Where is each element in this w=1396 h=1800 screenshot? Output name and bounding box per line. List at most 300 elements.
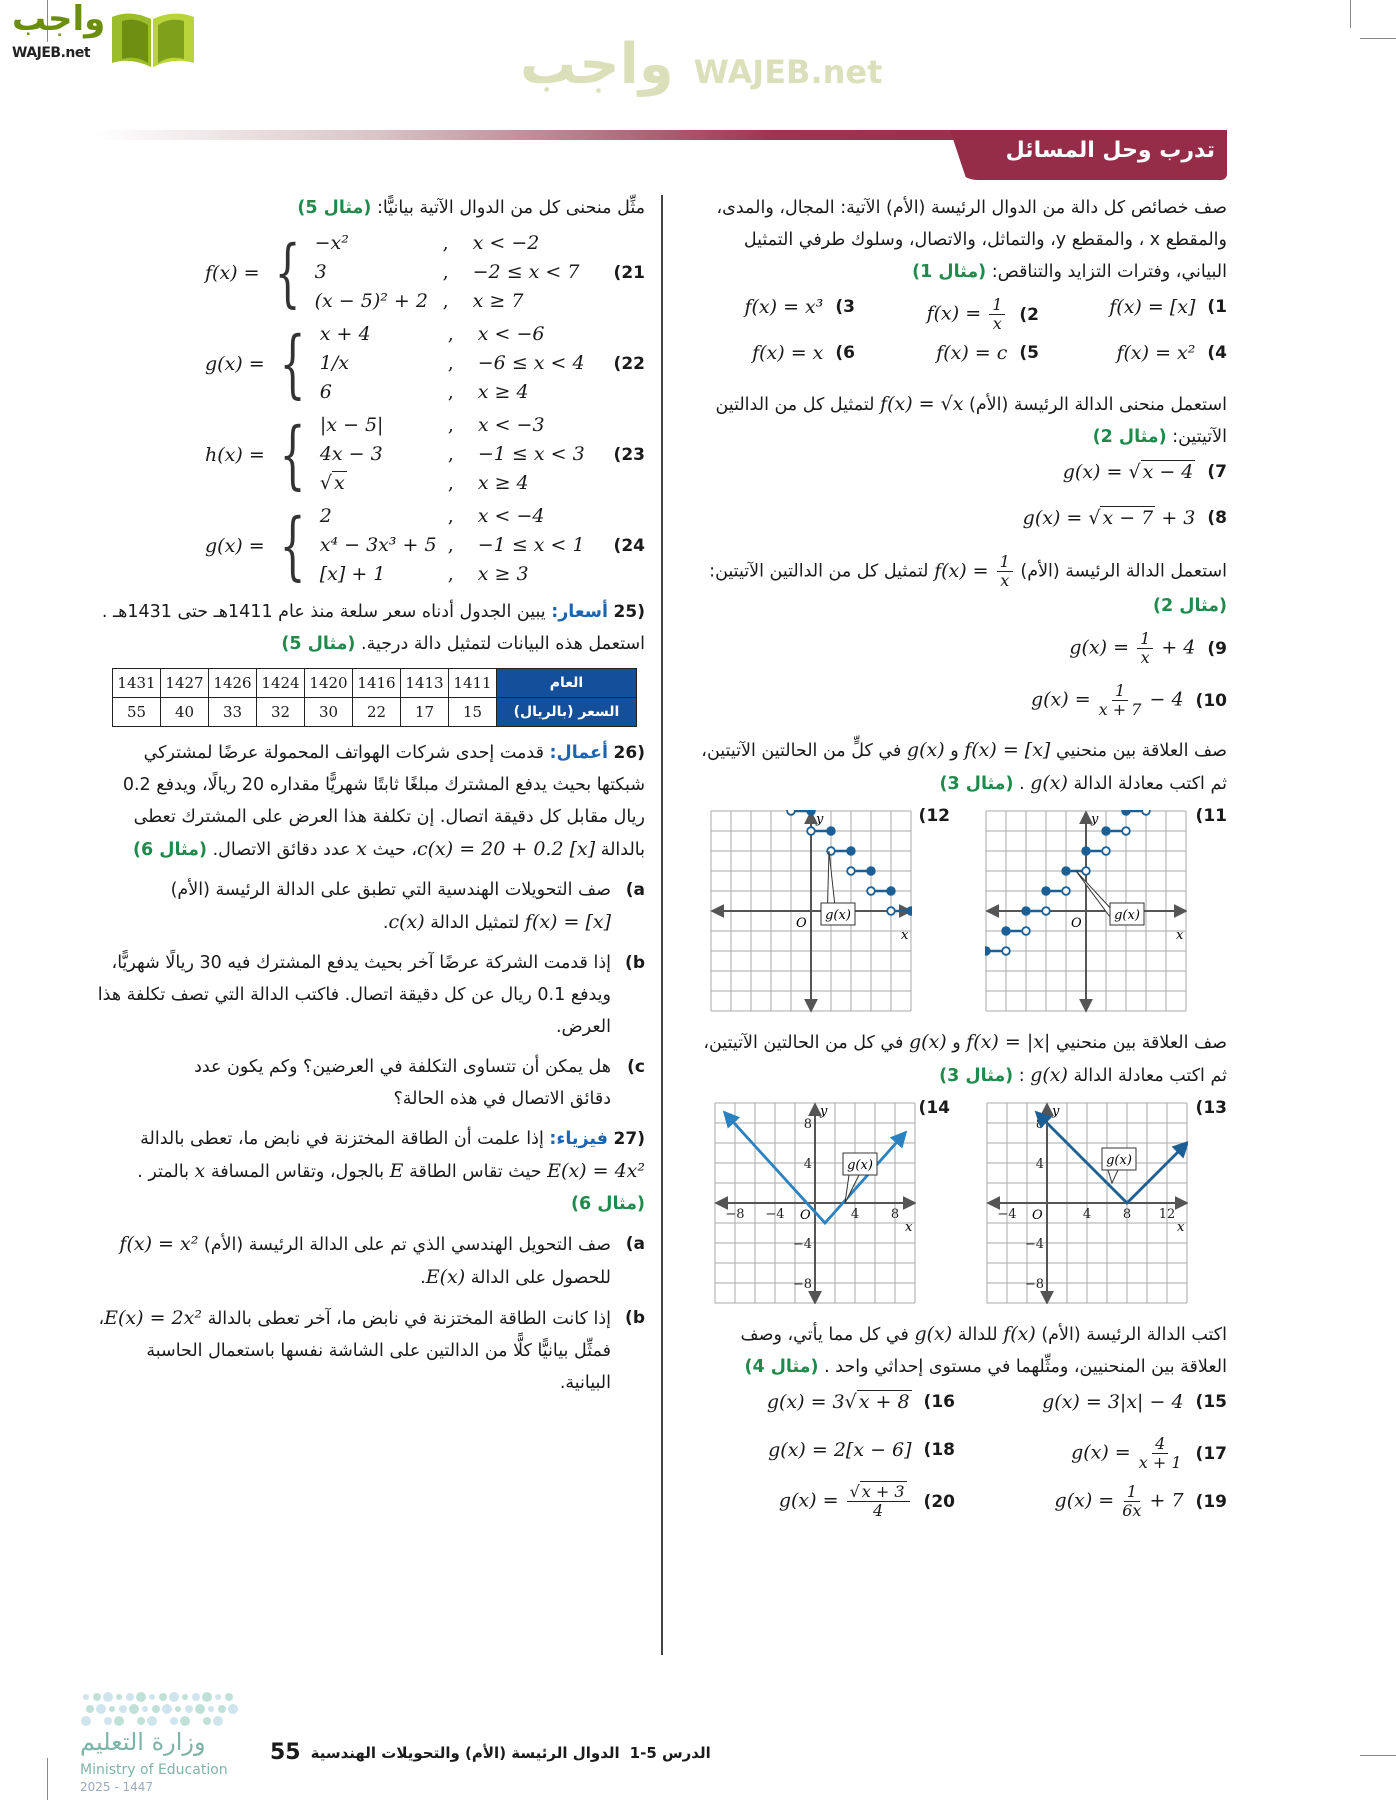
fraction-numerator: 1	[1137, 630, 1153, 649]
problem-row	[690, 507, 1227, 553]
text: .	[420, 1268, 426, 1288]
example-link[interactable]: (مثال 5)	[281, 634, 356, 654]
problem-18	[768, 1439, 955, 1461]
text: و	[950, 741, 959, 761]
function-label: g(x)	[847, 1158, 873, 1173]
y-tick-label: 8	[803, 1117, 812, 1132]
piece-row: 3 , −2 ≤ x < 7	[315, 259, 580, 286]
function-name: g(x) =	[205, 534, 265, 557]
table-cell: 1427	[161, 669, 209, 698]
math-expression: E	[389, 1160, 404, 1182]
crop-mark	[1360, 1755, 1396, 1756]
math-expression: + 4	[1155, 636, 1196, 659]
math-expression: f(x) = x²	[119, 1233, 199, 1255]
x-axis-label: x	[1176, 928, 1184, 943]
brace: {	[279, 502, 306, 589]
text: صف التحويلات الهندسية التي تطبق على الدالة الرئيسة (الأم)	[170, 880, 611, 900]
instruction-paragraph	[690, 1318, 1227, 1383]
problem-row	[690, 461, 1227, 507]
logo-dot	[129, 1704, 139, 1714]
text: للدالة	[957, 1325, 998, 1345]
problem-26a	[95, 874, 645, 939]
problem-number: ( 25	[614, 602, 645, 622]
problem-8: ( 8 g(x) = √ x − 7 + 3	[1023, 507, 1227, 529]
fraction-denominator: 6x	[1122, 1501, 1142, 1520]
problem-27	[95, 1123, 645, 1220]
logo-dot	[225, 1693, 233, 1701]
function-label: g(x)	[825, 908, 851, 923]
closed-point	[907, 907, 912, 915]
table-cell: 30	[305, 698, 353, 727]
example-link[interactable]: (مثال 2)	[1092, 427, 1167, 447]
y-tick-label: −8	[1024, 1277, 1044, 1292]
piece-expression: 4x − 3	[319, 443, 383, 465]
text: لتمثيل الدالة	[430, 913, 520, 933]
logo-dot	[119, 1705, 127, 1713]
math-expression: g(x)	[906, 739, 945, 761]
origin-label: O	[796, 916, 807, 931]
math-expression: E(x) = 4x²	[547, 1160, 645, 1182]
logo-dot	[208, 1706, 214, 1712]
math-expression: f(x) = |x|	[966, 1031, 1051, 1053]
math-expression: g(x)	[914, 1323, 953, 1345]
logo-dot	[136, 1692, 146, 1702]
piecewise-function	[205, 412, 585, 497]
crop-mark	[47, 1758, 48, 1800]
part-letter: ( a	[626, 1228, 645, 1260]
logo-dot	[142, 1706, 148, 1712]
logo-dot	[213, 1716, 223, 1726]
text: في كلٍّ من الحالتين الآتيتين، ثم اكتب معادلة الدالة	[701, 741, 1227, 794]
y-axis-label: y	[816, 812, 824, 827]
math-expression: g(x) =	[1054, 1489, 1121, 1512]
problem-2	[927, 296, 1039, 333]
instruction-paragraph	[690, 553, 1227, 622]
x-tick-label: 8	[1122, 1207, 1132, 1222]
text: .	[382, 913, 389, 933]
closed-point	[1082, 847, 1090, 855]
problem-number: ( 21	[614, 263, 645, 283]
page-footer	[270, 1740, 711, 1765]
text: بالجول، وتقاس المسافة	[210, 1162, 385, 1182]
problem-number: ( 12	[919, 806, 950, 826]
example-link[interactable]: (مثال 3)	[939, 774, 1014, 794]
piece-condition: x < −4	[477, 505, 545, 527]
x-tick-label: 8	[890, 1207, 900, 1222]
problem-row	[690, 630, 1227, 682]
piece-expression: x + 4	[319, 323, 371, 345]
closed-point	[847, 847, 855, 855]
intro-text: صف خصائص كل دالة من الدوال الرئيسة (الأم) الآتية: المجال، والمدى، والمقطع x ، والمقطع y، والتماثل، والاتصال، وسلوك طرفي التمثيل البياني، وفترات التزايد والتناقص:	[716, 198, 1227, 282]
text: استعمل الدالة الرئيسة (الأم)	[1020, 561, 1227, 582]
open-point	[867, 887, 875, 895]
piece-condition: x < −3	[477, 414, 545, 436]
problem-number: ( 4	[1207, 343, 1227, 363]
logo-dot	[114, 1716, 124, 1726]
text: اكتب الدالة الرئيسة (الأم)	[1041, 1325, 1227, 1345]
math-expression: g(x) =	[1022, 507, 1089, 529]
intro-paragraph	[690, 192, 1227, 288]
fraction-numerator: 1	[1112, 682, 1128, 701]
logo-dot	[228, 1704, 238, 1714]
radicand: x − 7	[1102, 507, 1154, 529]
text: صف التحويل الهندسي الذي تم على الدالة الرئيسة (الأم)	[203, 1235, 611, 1255]
piece-row: [x] + 1 , x ≥ 3	[320, 561, 585, 588]
logo-dot	[169, 1692, 179, 1702]
problem-4	[1116, 342, 1227, 364]
piece-expression: |x − 5|	[319, 414, 384, 436]
origin-label: O	[800, 1208, 811, 1223]
text: في كل مما يأتي، وصف العلاقة بين المنحنيين، ومثِّلهما في مستوى إحداثي واحد .	[740, 1325, 1227, 1377]
function-name: h(x) =	[205, 443, 265, 466]
math-expression: g(x) = 3	[766, 1391, 845, 1413]
problem-number: ( 1	[1207, 297, 1227, 317]
text: للحصول على الدالة	[470, 1268, 611, 1288]
example-link[interactable]: (مثال 5)	[297, 198, 372, 218]
closed-point	[1002, 927, 1010, 935]
y-axis-label: y	[1091, 812, 1099, 827]
piece-condition: x < −2	[472, 232, 540, 254]
math-expression: f(x) = x²	[1116, 342, 1196, 364]
text: حيث تقاس الطاقة	[409, 1162, 542, 1182]
piecewise-function	[205, 230, 579, 315]
fraction-denominator: x	[992, 314, 1002, 333]
problem-24	[205, 503, 645, 588]
text: لتمثيل كل من الدالتين الآتيتين:	[709, 561, 929, 582]
problem-number: ( 24	[614, 536, 645, 556]
piece-condition: x < −6	[477, 323, 545, 345]
y-axis-label: y	[820, 1104, 828, 1119]
problem-row	[690, 342, 1227, 388]
logo-dot	[180, 1716, 190, 1726]
piece-expression: 6	[319, 381, 332, 403]
logo-dot	[104, 1717, 112, 1725]
logo-dot	[109, 1706, 115, 1712]
ministry-logo-icon	[80, 1690, 250, 1730]
logo-dot	[182, 1694, 188, 1700]
math-expression: g(x) =	[1069, 636, 1136, 659]
piece-condition: x ≥ 4	[477, 381, 529, 403]
y-tick-label: 4	[1035, 1157, 1044, 1172]
problem-number: ( 5	[1019, 343, 1039, 363]
open-point	[1102, 847, 1110, 855]
logo-dot	[215, 1694, 221, 1700]
logo-dot	[149, 1694, 155, 1700]
y-tick-label: 4	[803, 1157, 812, 1172]
text: إذا قدمت الشركة عرضًا آخر بحيث يدفع المشترك فيه 30 ريالًا شهريًّا، ويدفع 0.1 ريال عن كل دقيقة اتصال. فاكتب الدالة التي تصف تكلفة هذا العرض.	[97, 953, 611, 1037]
piece-row: (x − 5)² + 2 , x ≥ 7	[315, 288, 580, 315]
problem-9	[1069, 630, 1227, 667]
problem-number: ( 27	[614, 1129, 645, 1149]
radicand: x + 8	[858, 1391, 910, 1413]
math-expression: c(x) = 20 + 0.2 [x]	[416, 838, 596, 860]
problem-number: ( 8	[1207, 508, 1227, 528]
problem-row	[690, 1435, 1227, 1483]
piece-condition: −1 ≤ x < 1	[477, 534, 585, 556]
x-tick-label: −8	[725, 1207, 745, 1222]
open-point	[1062, 887, 1070, 895]
text: قدمت إحدى شركات الهواتف المحمولة عرضًا لمشتركي شبكتها بحيث يدفع المشترك مبلغًا ثابتًا شهريًّا مقداره 20 ريالًا، ويدفع 0.2 ريال مقابل كل دقيقة اتصال. إن تكلفة هذا العرض على المشترك تعطى بالدالة	[122, 743, 645, 860]
problem-number: ( 17	[1196, 1444, 1227, 1464]
x-axis-label: x	[1177, 1220, 1185, 1235]
math-expression: E(x)	[425, 1266, 466, 1288]
problem-number: ( 2	[1019, 305, 1039, 325]
brace: {	[274, 229, 301, 316]
closed-point	[985, 947, 990, 955]
piece-row: |x − 5| , x < −3	[320, 412, 585, 439]
text: يبين الجدول أدناه سعر سلعة منذ عام 1411هـ حتى 1431هـ . استعمل هذه البيانات لتمثيل دالة درجية.	[101, 602, 645, 654]
logo-dot	[185, 1705, 193, 1713]
x-tick-label: 12	[1158, 1207, 1176, 1222]
math-expression: g(x) =	[1071, 1441, 1137, 1464]
graph-row	[690, 806, 1227, 1020]
problem-15	[1042, 1391, 1227, 1413]
table-cell: 1420	[305, 669, 353, 698]
ministry-arabic: وزارة التعليم	[80, 1728, 206, 1756]
math-expression: f(x) = [x]	[1109, 296, 1196, 318]
fraction-numerator: 1	[1124, 1483, 1140, 1502]
text: عدد دقائق الاتصال.	[212, 840, 351, 860]
ministry-year: 2025 - 1447	[80, 1780, 154, 1794]
function-name: g(x) =	[205, 352, 265, 375]
table-cell: 40	[161, 698, 209, 727]
y-tick-label: 8	[1035, 1117, 1044, 1132]
closed-point	[1122, 810, 1130, 815]
y-tick-label: −8	[792, 1277, 812, 1292]
problem-number: ( 14	[919, 1098, 950, 1118]
table-cell: 1416	[353, 669, 401, 698]
piece-row: 2 , x < −4	[320, 503, 585, 530]
example-link[interactable]: (مثال 3)	[939, 1066, 1014, 1086]
piece-condition: −6 ≤ x < 4	[477, 352, 585, 374]
graph-11	[985, 810, 1187, 1014]
watermark-latin: WAJEB.net	[693, 53, 883, 91]
function-label: g(x)	[1106, 1153, 1132, 1168]
logo-dot	[218, 1705, 226, 1713]
logo-dot	[86, 1705, 94, 1713]
piece-expression: [x] + 1	[319, 563, 386, 585]
math-expression: − 4	[1143, 688, 1184, 711]
y-tick-label: −4	[792, 1237, 812, 1252]
problem-number: ( 13	[1196, 1098, 1227, 1118]
open-point	[807, 827, 815, 835]
logo-dot	[162, 1704, 172, 1714]
problem-23	[205, 412, 645, 497]
problem-number: ( 10	[1196, 691, 1227, 711]
callout-pointer	[1108, 1170, 1118, 1183]
problem-7: ( 7 g(x) = √ x − 4	[1063, 461, 1227, 483]
table-cell: 33	[209, 698, 257, 727]
piece-row: x + 4 , x < −6	[320, 321, 585, 348]
problem-number: ( 26	[614, 743, 645, 763]
problem-number: ( 23	[614, 445, 645, 465]
text: استعمل منحنى الدالة الرئيسة (الأم)	[969, 395, 1227, 415]
function-name: f(x) =	[205, 261, 260, 284]
open-point	[1082, 867, 1090, 875]
closed-point	[1062, 867, 1070, 875]
instruction-paragraph	[690, 734, 1227, 800]
x-axis-label: x	[901, 928, 909, 943]
wajeb-logo[interactable]	[10, 0, 190, 67]
x-tick-label: 4	[1082, 1207, 1092, 1222]
example-link[interactable]: (مثال 6)	[570, 1194, 645, 1214]
problem-10	[1031, 682, 1227, 719]
table-row	[113, 669, 637, 698]
closed-point	[1102, 827, 1110, 835]
radical: √ x	[319, 472, 345, 494]
row-header: العام	[497, 669, 637, 698]
x-tick-label: −4	[765, 1207, 785, 1222]
problem-26	[95, 737, 645, 866]
graph-12	[710, 810, 912, 1014]
problem-number: ( 16	[924, 1392, 955, 1412]
logo-latin: WAJEB.net	[12, 45, 91, 61]
logo-dot	[96, 1704, 106, 1714]
origin-label: O	[1032, 1208, 1043, 1223]
logo-dot	[81, 1716, 91, 1726]
problem-26c	[95, 1051, 645, 1115]
problem-number: ( 18	[924, 1440, 955, 1460]
logo-dot	[137, 1717, 145, 1725]
y-axis-label: y	[1052, 1104, 1060, 1119]
open-point	[827, 847, 835, 855]
logo-dot	[203, 1717, 211, 1725]
text: في كل من الحالتين الآتيتين، ثم اكتب معادلة الدالة	[703, 1033, 1227, 1086]
radicand: x + 3	[861, 1482, 905, 1501]
table-cell: 1426	[209, 669, 257, 698]
text: لتمثيل كل من الدالتين الآتيتين:	[715, 395, 1227, 447]
left-heading	[95, 192, 645, 224]
problem-20: ( 20 g(x) = $\frac{√ x + 3}{4}$	[779, 1483, 955, 1520]
example-link[interactable]: (مثال 2)	[1152, 596, 1227, 616]
open-point	[1002, 947, 1010, 955]
math-expression: g(x) =	[1030, 688, 1097, 711]
origin-label: O	[1071, 916, 1082, 931]
logo-dot	[83, 1694, 89, 1700]
logo-dot	[126, 1693, 134, 1701]
problem-number: ( 11	[1196, 806, 1227, 826]
math-expression: c(x)	[388, 911, 425, 933]
right-column	[690, 192, 1227, 1533]
keyword: أسعار:	[551, 602, 608, 622]
closed-point	[1042, 887, 1050, 895]
piece-expression: −x²	[314, 232, 349, 254]
radicand: x − 4	[1142, 461, 1194, 483]
open-point	[1142, 810, 1150, 815]
math-expression: x	[356, 838, 367, 860]
part-letter: ( b	[625, 947, 645, 979]
fraction-numerator: 4	[1152, 1435, 1168, 1454]
fraction-denominator: x + 1	[1138, 1453, 1182, 1472]
example-link[interactable]: (مثال 4)	[744, 1357, 819, 1377]
table-cell: 1413	[401, 669, 449, 698]
example-link[interactable]: (مثال 1)	[912, 262, 987, 282]
piece-condition: x ≥ 4	[477, 472, 529, 494]
problem-row	[690, 1483, 1227, 1533]
math-expression: x	[194, 1160, 206, 1182]
x-tick-label: −4	[997, 1207, 1017, 1222]
watermark-arabic: واجب	[520, 32, 674, 97]
text: ، فمثِّل بيانيًّا كلًّا من الدالتين على الشاشة نفسها باستعمال الحاسبة البيانية.	[98, 1309, 611, 1393]
problem-3	[744, 296, 855, 318]
logo-dot	[175, 1706, 181, 1712]
problem-5	[936, 342, 1039, 364]
graph-row	[690, 1098, 1227, 1312]
closed-point	[1022, 907, 1030, 915]
math-expression: f(x)	[1003, 1323, 1036, 1345]
piecewise-problems	[95, 230, 645, 588]
problem-row	[690, 1391, 1227, 1435]
part-letter: ( b	[625, 1302, 645, 1334]
piece-condition: −1 ≤ x < 3	[477, 443, 585, 465]
open-point	[1042, 907, 1050, 915]
instruction-paragraph	[690, 388, 1227, 453]
problem-number: ( 15	[1196, 1392, 1227, 1412]
piece-expression: x⁴ − 3x³ + 5	[319, 534, 437, 556]
text: :	[1018, 1066, 1025, 1086]
book-icon	[108, 7, 198, 69]
table-cell: 22	[353, 698, 401, 727]
example-link[interactable]: (مثال 6)	[132, 840, 207, 860]
text: و	[952, 1033, 961, 1053]
problem-number: ( 7	[1207, 462, 1227, 482]
crop-mark	[1350, 0, 1351, 28]
logo-dot	[192, 1693, 200, 1701]
problem-row	[690, 682, 1227, 734]
problem-26b	[95, 947, 645, 1043]
piece-expression: 2	[319, 505, 332, 527]
logo-dot	[152, 1705, 160, 1713]
open-point	[1122, 827, 1130, 835]
table-cell: 1424	[257, 669, 305, 698]
problem-16: ( 16 g(x) = 3√ x + 8	[767, 1391, 955, 1413]
piece-row: x⁴ − 3x³ + 5 , −1 ≤ x < 1	[320, 532, 585, 559]
math-expression: g(x) = 3|x| − 4	[1042, 1391, 1184, 1413]
math-expression: g(x) =	[1062, 461, 1129, 483]
math-expression: f(x) = c	[936, 342, 1008, 364]
lesson-number: الدرس 5-1	[629, 1743, 711, 1762]
logo-arabic: واجب	[12, 0, 106, 39]
part-letter: ( a	[626, 874, 645, 906]
open-point	[1022, 927, 1030, 935]
part-letter: ( c	[627, 1051, 645, 1083]
text: إذا كانت الطاقة المختزنة في نابض ما، آخر تعطى بالدالة	[207, 1309, 611, 1329]
brace: {	[279, 320, 306, 407]
graph-13	[986, 1102, 1188, 1304]
problem-6	[752, 342, 855, 364]
text: صف العلاقة بين منحنيي	[1055, 1033, 1227, 1053]
open-point	[787, 810, 795, 815]
page-number: 55	[270, 1740, 301, 1765]
brace: {	[279, 411, 306, 498]
graph-14	[714, 1102, 916, 1304]
math-expression: + 3	[1155, 507, 1196, 529]
open-point	[887, 907, 895, 915]
math-expression: + 7	[1143, 1489, 1184, 1512]
lesson-title: الدوال الرئيسة (الأم) والتحويلات الهندسية	[310, 1743, 620, 1762]
keyword: أعمال:	[549, 743, 608, 763]
text: .	[1019, 774, 1025, 794]
math-expression: f(x) = x³	[744, 296, 824, 318]
fraction-numerator: 1	[989, 296, 1005, 315]
piece-row: 4x − 3 , −1 ≤ x < 3	[320, 441, 585, 468]
fraction-denominator: 4	[872, 1501, 884, 1520]
closed-point	[807, 810, 815, 815]
math-expression: f(x) = x	[752, 342, 824, 364]
text: إذا علمت أن الطاقة المختزنة في نابض ما، تعطى بالدالة	[140, 1129, 544, 1149]
piecewise-function	[205, 321, 585, 406]
problem-21	[205, 230, 645, 315]
